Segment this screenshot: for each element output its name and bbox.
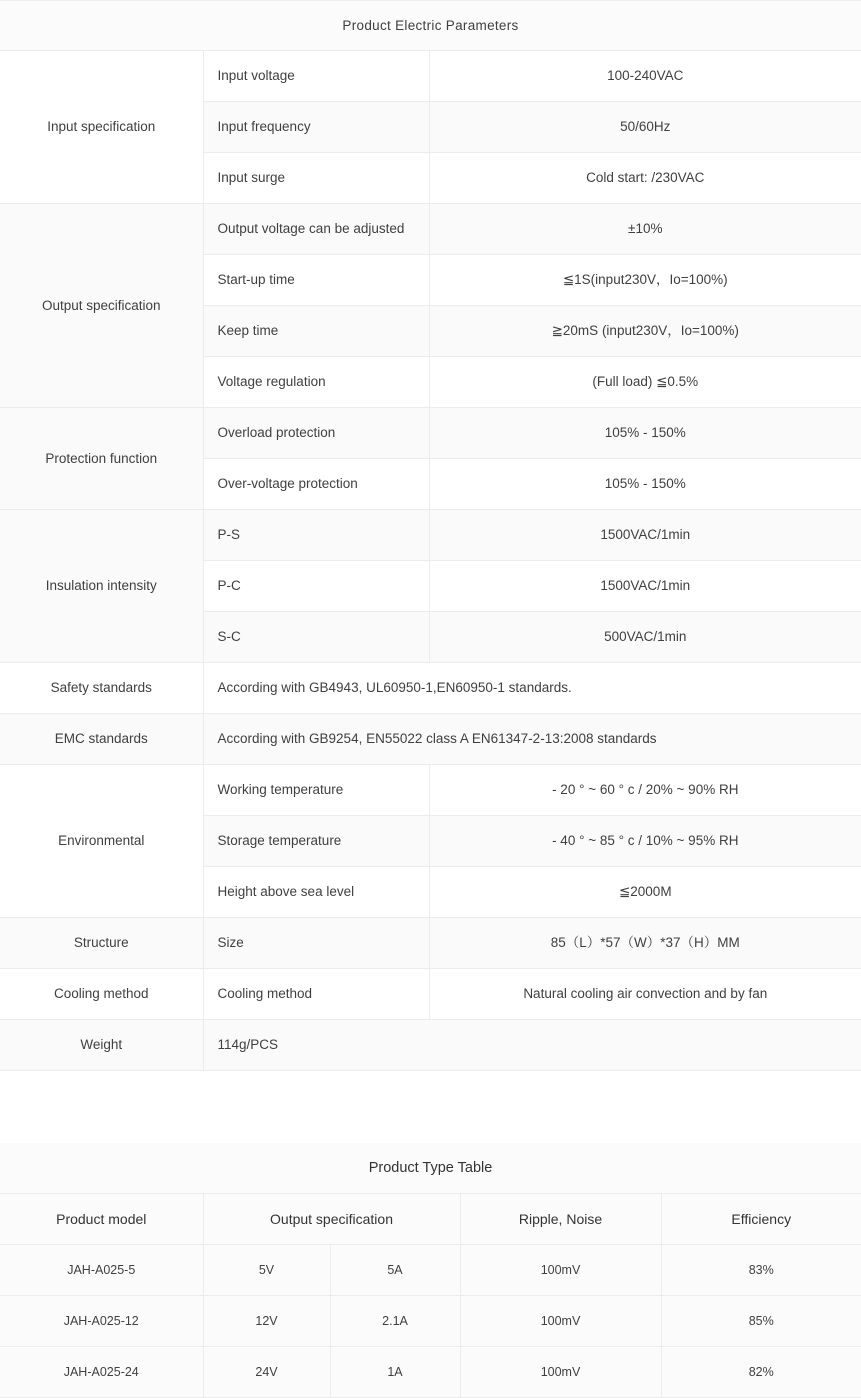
param-value: ≦1S(input230V，Io=100%): [429, 255, 861, 306]
param-value-weight: 114g/PCS: [203, 1020, 861, 1071]
table-row: [0, 714, 861, 765]
param-value: ≧20mS (input230V，Io=100%): [429, 306, 861, 357]
param-value: 1500VAC/1min: [429, 561, 861, 612]
cell-output-current: 1A: [330, 1346, 460, 1397]
group-label-safety-standards: Safety standards: [0, 663, 203, 714]
group-label-cooling-method: Cooling method: [0, 969, 203, 1020]
param-label: P-C: [203, 561, 429, 612]
param-label: Start-up time: [203, 255, 429, 306]
param-label: Working temperature: [203, 765, 429, 816]
cell-output-voltage: 5V: [203, 1244, 330, 1295]
param-value: Natural cooling air convection and by fan: [429, 969, 861, 1020]
cell-ripple-noise: 100mV: [460, 1295, 661, 1346]
group-label-protection-function: Protection function: [0, 408, 203, 510]
param-label: S-C: [203, 612, 429, 663]
cell-efficiency: 85%: [661, 1295, 861, 1346]
column-header-product-model: Product model: [0, 1193, 203, 1244]
cell-efficiency: 82%: [661, 1346, 861, 1397]
cell-output-voltage: 12V: [203, 1295, 330, 1346]
table-row: [0, 1295, 861, 1346]
group-label-output-specification: Output specification: [0, 204, 203, 408]
param-value-emc-standards: According with GB9254, EN55022 class A EN61347-2-13:2008 standards: [203, 714, 861, 765]
param-value: 105% - 150%: [429, 459, 861, 510]
param-label: P-S: [203, 510, 429, 561]
param-label: Keep time: [203, 306, 429, 357]
product-type-title: Product Type Table: [0, 1143, 861, 1193]
table-row: [0, 969, 861, 1020]
table-row: [0, 1346, 861, 1397]
product-type-title-row: [0, 1143, 861, 1193]
cell-ripple-noise: 100mV: [460, 1346, 661, 1397]
cell-ripple-noise: 100mV: [460, 1244, 661, 1295]
param-label: Input surge: [203, 153, 429, 204]
column-header-output-specification: Output specification: [203, 1193, 460, 1244]
cell-output-current: 5A: [330, 1244, 460, 1295]
table-row: [0, 1244, 861, 1295]
param-label: Height above sea level: [203, 867, 429, 918]
product-type-header-row: [0, 1193, 861, 1244]
electric-table-title: Product Electric Parameters: [0, 1, 861, 51]
cell-product-model: JAH-A025-24: [0, 1346, 203, 1397]
param-value: Cold start: /230VAC: [429, 153, 861, 204]
electric-table-title-row: [0, 1, 861, 51]
param-value: ≦2000M: [429, 867, 861, 918]
cell-product-model: JAH-A025-12: [0, 1295, 203, 1346]
table-row: [0, 408, 861, 459]
group-label-input-specification: Input specification: [0, 51, 203, 204]
param-value: (Full load) ≦0.5%: [429, 357, 861, 408]
cell-output-voltage: 24V: [203, 1346, 330, 1397]
product-type-table: [0, 1143, 861, 1398]
column-header-efficiency: Efficiency: [661, 1193, 861, 1244]
table-row: [0, 51, 861, 102]
param-value: ±10%: [429, 204, 861, 255]
table-row: [0, 918, 861, 969]
group-label-emc-standards: EMC standards: [0, 714, 203, 765]
table-row: [0, 663, 861, 714]
param-label: Output voltage can be adjusted: [203, 204, 429, 255]
cell-output-current: 2.1A: [330, 1295, 460, 1346]
group-label-weight: Weight: [0, 1020, 203, 1071]
table-row: [0, 765, 861, 816]
section-gap: [0, 1071, 861, 1143]
table-row: [0, 1020, 861, 1071]
param-label: Cooling method: [203, 969, 429, 1020]
table-row: [0, 510, 861, 561]
group-label-environmental: Environmental: [0, 765, 203, 918]
param-value-safety-standards: According with GB4943, UL60950-1,EN60950-1 standards.: [203, 663, 861, 714]
param-value: - 20 ° ~ 60 ° c / 20% ~ 90% RH: [429, 765, 861, 816]
param-label: Storage temperature: [203, 816, 429, 867]
param-value: 500VAC/1min: [429, 612, 861, 663]
table-row: [0, 204, 861, 255]
cell-efficiency: 83%: [661, 1244, 861, 1295]
param-label: Input frequency: [203, 102, 429, 153]
param-value: 50/60Hz: [429, 102, 861, 153]
param-label: Voltage regulation: [203, 357, 429, 408]
param-value: 105% - 150%: [429, 408, 861, 459]
group-label-insulation-intensity: Insulation intensity: [0, 510, 203, 663]
param-value: - 40 ° ~ 85 ° c / 10% ~ 95% RH: [429, 816, 861, 867]
param-value: 100-240VAC: [429, 51, 861, 102]
group-label-structure: Structure: [0, 918, 203, 969]
column-header-ripple-noise: Ripple, Noise: [460, 1193, 661, 1244]
param-label: Size: [203, 918, 429, 969]
param-value: 1500VAC/1min: [429, 510, 861, 561]
param-value: 85（L）*57（W）*37（H）MM: [429, 918, 861, 969]
param-label: Overload protection: [203, 408, 429, 459]
cell-product-model: JAH-A025-5: [0, 1244, 203, 1295]
param-label: Over-voltage protection: [203, 459, 429, 510]
param-label: Input voltage: [203, 51, 429, 102]
